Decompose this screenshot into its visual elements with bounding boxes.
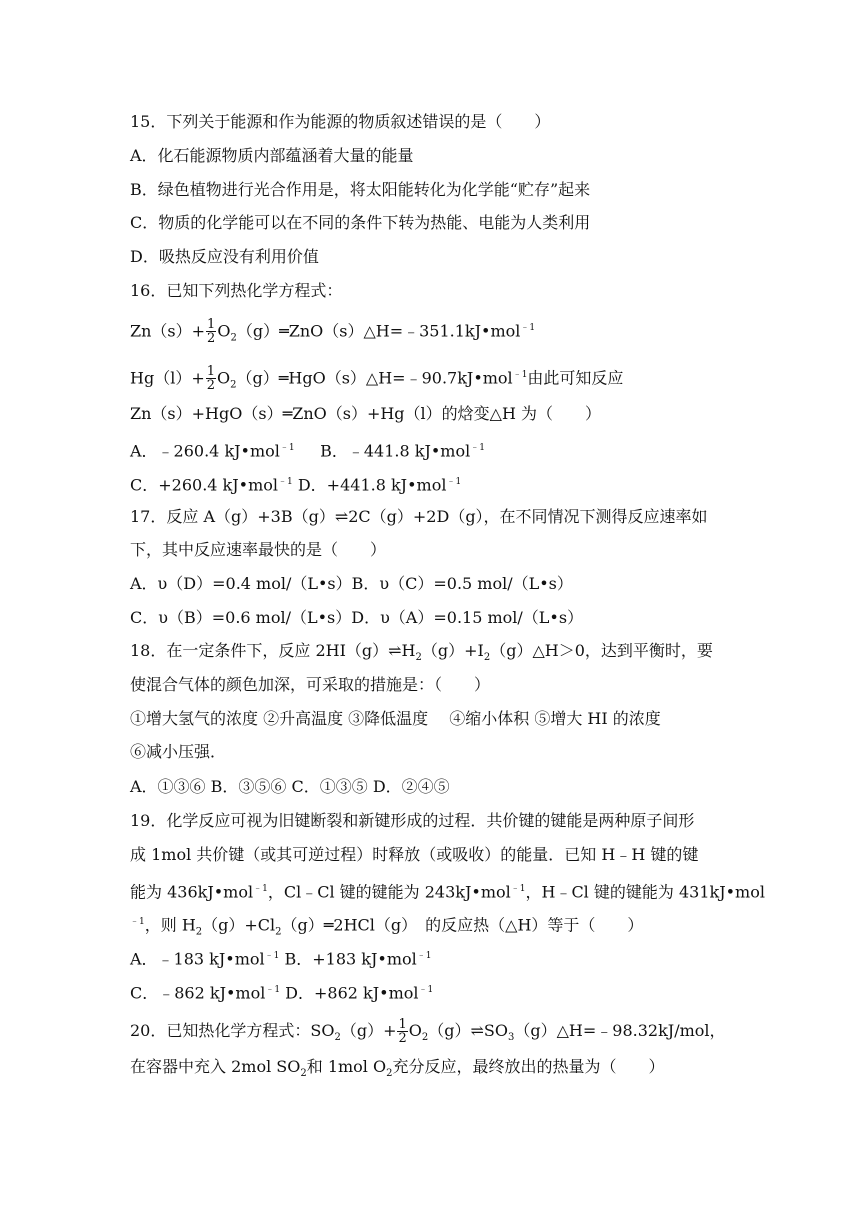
fraction-one-half: $\frac{1}{2}$	[207, 317, 216, 347]
question-19-stem-line-2: 成 1mol 共价键（或其可逆过程）时释放（或吸收）的能量．已知 H﹣H 键的键	[130, 845, 699, 864]
question-17-stem-line-2: 下，其中反应速率最快的是（ ）	[130, 540, 387, 559]
question-20-stem-line-2: 在容器中充入 2mol $SO_2$和 1mol $O_2$充分反应，最终放出的热量为（ ）	[130, 1057, 665, 1080]
question-19-stem-line-4: $^{﹣1}$，则 $H_2(g)+Cl_2(g)═2HCl(g)$ 的反应热（△H）等于（ ）	[130, 915, 644, 938]
question-16-stem: 16．已知下列热化学方程式：	[130, 281, 343, 300]
question-16-target-reaction: Zn（s）+HgO（s）═ZnO（s）+Hg（l）的焓变△H 为（ ）	[130, 404, 602, 423]
question-19-options-cd: C．﹣862 kJ•mol$^{﹣1}$ D．+862 kJ•mol$^{﹣1}$	[130, 983, 434, 1003]
question-17-options-cd: C．υ（B）=0.6 mol/（L•s）D．υ（A）=0.15 mol/（L•s）	[130, 608, 584, 627]
question-16-options-ab: A．﹣260.4 kJ•mol$^{﹣1}$ B．﹣441.8 kJ•mol$^{﹣1}$	[130, 441, 485, 461]
question-15-option-b: B．绿色植物进行光合作用是，将太阳能转化为化学能“贮存”起来	[130, 180, 591, 199]
question-15-stem: 15．下列关于能源和作为能源的物质叙述错误的是（ ）	[130, 112, 551, 131]
question-18-options: A．①③⑥ B．③⑤⑥ C．①③⑤ D．②④⑤	[130, 777, 450, 796]
question-16-equation-2: Hg（l）+ $\frac{1}{2}$ $O_2(g)═HgO(s)\triangle H=﹣90.7kJ•mol^{﹣1}$由此可知反应	[130, 364, 624, 394]
question-17-stem-line-1: 17．反应 A（g）+3B（g）⇌2C（g）+2D（g），在不同情况下测得反应速率如	[130, 507, 708, 526]
question-18-measures-line-2: ⑥减小压强．	[130, 742, 227, 761]
question-15-option-c: C．物质的化学能可以在不同的条件下转为热能、电能为人类利用	[130, 213, 591, 232]
question-18-stem-line-1: 18．在一定条件下，反应 $2HI(g)\rightleftharpoons H_2(g)+I_2(g)\triangle H>0$，达到平衡时，要	[130, 641, 713, 664]
question-18-stem-line-2: 使混合气体的颜色加深，可采取的措施是：（ ）	[130, 675, 491, 694]
question-17-options-ab: A．υ（D）=0.4 mol/（L•s）B．υ（C）=0.5 mol/（L•s）	[130, 574, 573, 593]
question-15-option-d: D．吸热反应没有利用价值	[130, 247, 319, 266]
question-19-stem-line-1: 19．化学反应可视为旧键断裂和新键形成的过程．共价键的键能是两种原子间形	[130, 811, 695, 830]
question-19-options-ab: A．﹣183 kJ•mol$^{﹣1}$ B．+183 kJ•mol$^{﹣1}$	[130, 949, 432, 969]
question-19-stem-line-3: 能为 436kJ•mol$^{﹣1}$，Cl﹣Cl 键的键能为 243kJ•mol$^{﹣1}$，H﹣Cl 键的键能为 431kJ•mol	[130, 882, 765, 902]
question-16-options-cd: C．+260.4 kJ•mol$^{﹣1}$ D．+441.8 kJ•mol$^{﹣1}$	[130, 475, 462, 495]
question-18-measures-line-1: ①增大氢气的浓度 ②升高温度 ③降低温度 ④缩小体积 ⑤增大 HI 的浓度	[130, 709, 661, 728]
fraction-one-half: $\frac{1}{2}$	[398, 1017, 407, 1046]
question-16-equation-1: Zn（s）+ $\frac{1}{2}$ $O_2(g)═ZnO(s)\triangle H=﹣351.1kJ•mol^{﹣1}$	[130, 317, 536, 347]
fraction-one-half: $\frac{1}{2}$	[206, 364, 216, 394]
question-15-option-a: A．化石能源物质内部蕴涵着大量的能量	[130, 146, 414, 165]
question-20-stem-line-1: 20．已知热化学方程式：$SO_2(g)+$ $\frac{1}{2}$ $O_2(g)\rightleftharpoons SO_3(g)\triangle H=﹣98.32kJ$/mol，	[130, 1017, 726, 1046]
